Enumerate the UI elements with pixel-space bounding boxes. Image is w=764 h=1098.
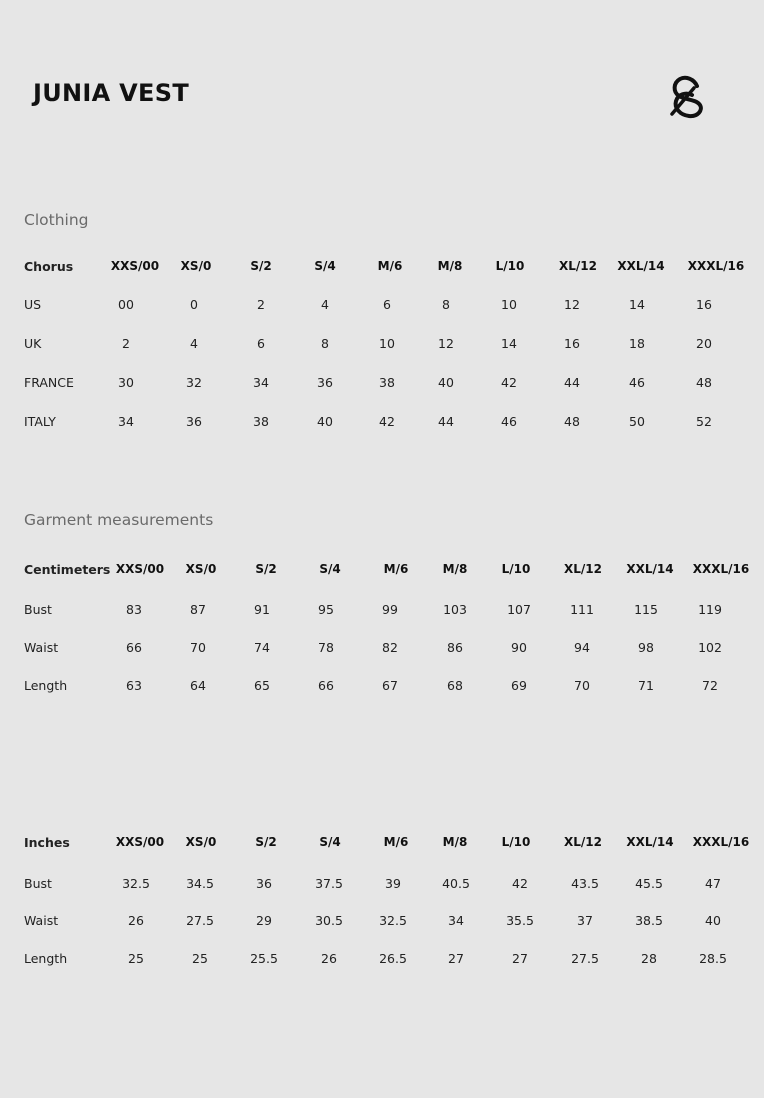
table-cell: 26 [321,951,337,966]
garment-header-label: Centimeters [24,562,111,577]
table-cell: 65 [254,678,270,693]
table-cell: 47 [705,876,721,891]
table-cell: 111 [570,602,594,617]
table-cell: 36 [256,876,272,891]
table-cell: 26 [128,913,144,928]
table-cell: 52 [696,414,712,429]
table-cell: 71 [638,678,654,693]
size-header: M/8 [437,259,463,273]
table-cell: 16 [564,336,580,351]
table-cell: 29 [256,913,272,928]
table-cell: 10 [379,336,395,351]
clothing-section-title: Clothing [24,211,89,229]
row-label: Length [24,678,68,693]
size-header: M/8 [442,835,468,849]
clothing-header-label: Chorus [24,259,74,274]
size-header: XXXL/16 [692,835,750,849]
table-cell: 27 [512,951,528,966]
table-cell: 119 [698,602,722,617]
size-header: S/2 [255,835,277,849]
table-cell: 83 [126,602,142,617]
row-label: UK [24,336,42,351]
table-cell: 42 [512,876,528,891]
table-cell: 38 [379,375,395,390]
size-header: XS/0 [185,835,217,849]
table-cell: 34 [118,414,134,429]
size-header: L/10 [501,562,531,576]
table-cell: 34.5 [186,876,214,891]
table-cell: 69 [511,678,527,693]
table-cell: 6 [383,297,391,312]
size-header: S/2 [250,259,272,273]
table-cell: 87 [190,602,206,617]
table-cell: 8 [442,297,450,312]
table-cell: 14 [501,336,517,351]
table-cell: 8 [321,336,329,351]
size-header: XXL/14 [626,562,674,576]
table-cell: 14 [629,297,645,312]
table-cell: 115 [634,602,658,617]
table-cell: 30.5 [315,913,343,928]
table-cell: 82 [382,640,398,655]
table-cell: 27 [448,951,464,966]
row-label: Waist [24,913,59,928]
table-cell: 6 [257,336,265,351]
table-cell: 40 [438,375,454,390]
table-cell: 32.5 [379,913,407,928]
table-cell: 38.5 [635,913,663,928]
table-cell: 12 [564,297,580,312]
table-cell: 38 [253,414,269,429]
size-header: XXXL/16 [692,562,750,576]
table-cell: 35.5 [506,913,534,928]
table-cell: 10 [501,297,517,312]
table-cell: 78 [318,640,334,655]
size-header: XXS/00 [115,562,165,576]
table-cell: 32 [186,375,202,390]
table-cell: 25 [128,951,144,966]
table-cell: 63 [126,678,142,693]
table-cell: 95 [318,602,334,617]
table-cell: 26.5 [379,951,407,966]
size-header: XXS/00 [115,835,165,849]
table-cell: 30 [118,375,134,390]
table-cell: 70 [574,678,590,693]
table-cell: 91 [254,602,270,617]
table-cell: 64 [190,678,206,693]
table-cell: 67 [382,678,398,693]
table-cell: 42 [379,414,395,429]
table-cell: 28 [641,951,657,966]
table-cell: 99 [382,602,398,617]
table-cell: 74 [254,640,270,655]
table-cell: 34 [448,913,464,928]
table-cell: 16 [696,297,712,312]
table-cell: 42 [501,375,517,390]
brand-logo-icon [664,70,710,120]
table-cell: 66 [318,678,334,693]
table-cell: 4 [190,336,198,351]
row-label: US [24,297,42,312]
table-cell: 48 [696,375,712,390]
size-header: L/10 [501,835,531,849]
size-header: XL/12 [564,562,602,576]
table-cell: 25.5 [250,951,278,966]
table-cell: 66 [126,640,142,655]
size-header: S/4 [319,562,341,576]
size-header: L/10 [495,259,525,273]
row-label: Bust [24,602,52,617]
table-cell: 37.5 [315,876,343,891]
table-cell: 25 [192,951,208,966]
table-cell: 46 [629,375,645,390]
table-cell: 18 [629,336,645,351]
row-label: Waist [24,640,59,655]
table-cell: 44 [438,414,454,429]
table-cell: 107 [507,602,531,617]
table-cell: 86 [447,640,463,655]
size-header: M/6 [383,562,409,576]
table-cell: 50 [629,414,645,429]
table-cell: 46 [501,414,517,429]
size-header: XXL/14 [626,835,674,849]
size-header: XL/12 [559,259,597,273]
inches-header-label: Inches [24,835,70,850]
table-cell: 20 [696,336,712,351]
table-cell: 103 [443,602,467,617]
table-cell: 00 [118,297,134,312]
table-cell: 44 [564,375,580,390]
table-cell: 90 [511,640,527,655]
size-header: XL/12 [564,835,602,849]
product-title: JUNIA VEST [33,79,189,107]
table-cell: 98 [638,640,654,655]
table-cell: 94 [574,640,590,655]
size-header: S/2 [255,562,277,576]
row-label: ITALY [24,414,56,429]
table-cell: 34 [253,375,269,390]
table-cell: 36 [186,414,202,429]
table-cell: 40.5 [442,876,470,891]
table-cell: 48 [564,414,580,429]
table-cell: 68 [447,678,463,693]
table-cell: 37 [577,913,593,928]
table-cell: 102 [698,640,722,655]
size-header: XXS/00 [110,259,160,273]
table-cell: 32.5 [122,876,150,891]
table-cell: 12 [438,336,454,351]
size-header: XXXL/16 [687,259,745,273]
table-cell: 45.5 [635,876,663,891]
size-header: M/6 [377,259,403,273]
garment-section-title: Garment measurements [24,511,214,529]
table-cell: 39 [385,876,401,891]
table-cell: 43.5 [571,876,599,891]
size-header: M/6 [383,835,409,849]
size-header: XS/0 [185,562,217,576]
table-cell: 27.5 [571,951,599,966]
size-header: XS/0 [180,259,212,273]
size-header: S/4 [319,835,341,849]
row-label: FRANCE [24,375,74,390]
size-header: S/4 [314,259,336,273]
size-header: XXL/14 [617,259,665,273]
table-cell: 2 [257,297,265,312]
table-cell: 40 [705,913,721,928]
table-cell: 28.5 [699,951,727,966]
table-cell: 27.5 [186,913,214,928]
table-cell: 40 [317,414,333,429]
size-header: M/8 [442,562,468,576]
table-cell: 70 [190,640,206,655]
table-cell: 72 [702,678,718,693]
table-cell: 2 [122,336,130,351]
row-label: Bust [24,876,52,891]
table-cell: 0 [190,297,198,312]
row-label: Length [24,951,68,966]
table-cell: 36 [317,375,333,390]
table-cell: 4 [321,297,329,312]
